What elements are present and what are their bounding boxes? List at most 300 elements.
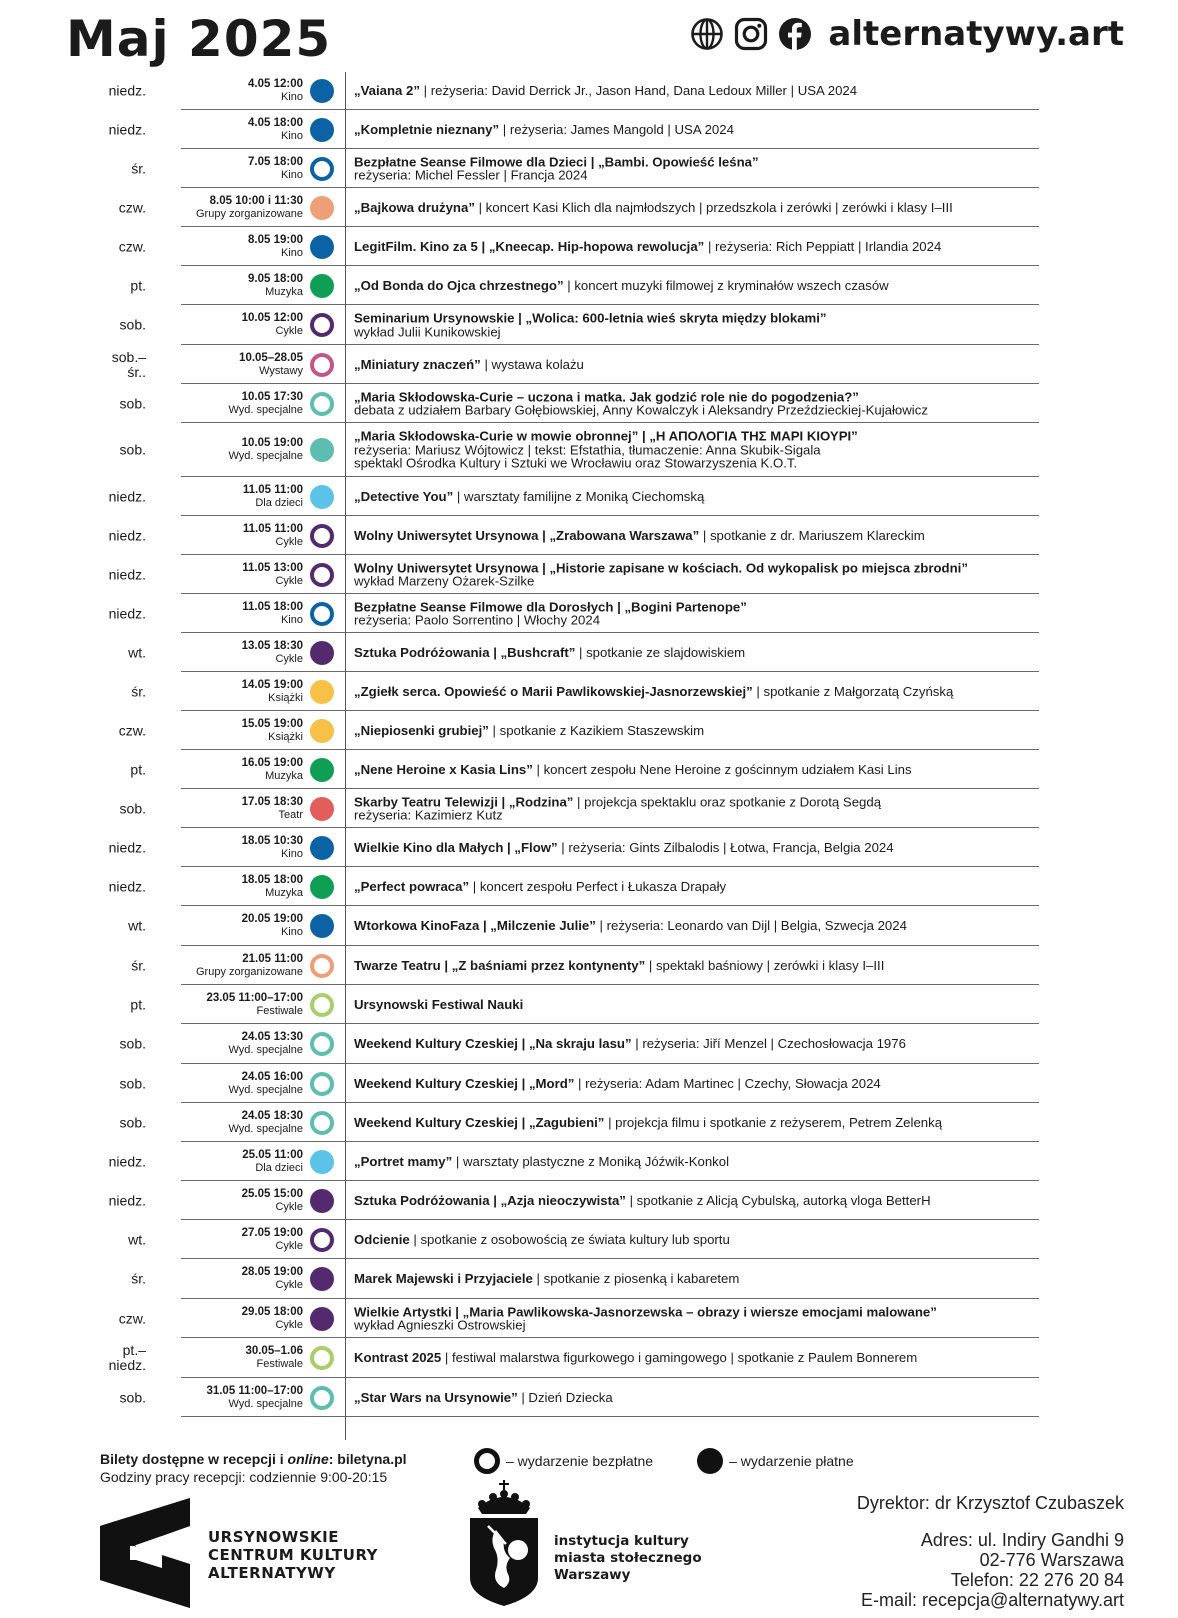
event-category: Dla dzieci xyxy=(255,1161,303,1174)
event-row[interactable] xyxy=(0,188,1178,227)
event-title: „Nene Heroine x Kasia Lins” xyxy=(354,761,533,777)
event-day: śr. xyxy=(131,160,146,176)
site-header xyxy=(690,14,1124,54)
event-date: 16.05 19:00 xyxy=(241,756,303,769)
event-details: | reżyseria: Jiří Menzel | Czechosłowacja 1976 xyxy=(631,1036,906,1052)
event-title: Wolny Uniwersytet Ursynowa | „Historie zapisane w kościach. Od wykopalisk po miejsca zbrodni” xyxy=(354,559,968,575)
event-title: Weekend Kultury Czeskiej | „Mord” xyxy=(354,1075,575,1091)
event-category: Cykle xyxy=(275,652,303,665)
event-row[interactable] xyxy=(0,672,1178,711)
event-row[interactable] xyxy=(0,789,1178,828)
event-description[interactable] xyxy=(354,763,1038,777)
event-date: 13.05 18:30 xyxy=(241,639,303,652)
event-title: Sztuka Podróżowania | „Bushcraft” xyxy=(354,644,576,660)
event-date: 4.05 12:00 xyxy=(248,78,303,90)
event-details: | warsztaty plastyczne z Moniką Jóźwik-Konkol xyxy=(452,1153,730,1169)
director: Dyrektor: dr Krzysztof Czubaszek xyxy=(856,1493,1124,1513)
legend xyxy=(474,1448,898,1474)
event-description[interactable] xyxy=(354,724,1038,738)
event-datetime xyxy=(150,484,303,510)
event-title: Twarze Teatru | „Z baśniami przez kontynenty” xyxy=(354,957,646,973)
event-date: 9.05 18:00 xyxy=(248,272,303,285)
event-datetime xyxy=(150,718,303,744)
event-category: Kino xyxy=(280,613,303,626)
event-category: Festiwale xyxy=(256,1358,303,1370)
event-details: | reżyseria: Leonardo van Dijl | Belgia, Szwecja 2024 xyxy=(595,918,907,934)
event-category: Cykle xyxy=(275,1200,303,1213)
free-event-dot-icon xyxy=(310,563,334,587)
event-title: „Od Bonda do Ojca chrzestnego” xyxy=(354,277,564,293)
event-datetime xyxy=(150,1149,303,1175)
tickets-label: Bilety dostępne w recepcji i xyxy=(100,1451,288,1467)
legend-free xyxy=(474,1448,653,1474)
paid-event-dot-icon xyxy=(310,758,334,782)
event-day: sob.– śr.. xyxy=(111,348,146,380)
event-description[interactable] xyxy=(354,959,1038,973)
event-datetime xyxy=(150,156,303,182)
event-line-2: wykład Marzeny Ożarek-Szilke xyxy=(354,573,535,589)
legend-paid xyxy=(697,1448,854,1474)
event-category: Kino xyxy=(280,168,303,181)
event-row[interactable] xyxy=(0,1220,1178,1259)
event-day: sob. xyxy=(119,441,146,458)
event-date: 11.05 11:00 xyxy=(242,483,303,496)
event-day: pt. xyxy=(130,996,146,1012)
event-title: „Bajkowa drużyna” xyxy=(354,199,475,215)
event-category: Kino xyxy=(280,847,303,860)
event-day: pt. xyxy=(130,761,146,777)
event-day: sob. xyxy=(119,395,146,411)
event-title: Bezpłatne Seanse Filmowe dla Dzieci | „Bambi. Opowieść leśna” xyxy=(354,153,759,169)
event-details: | koncert muzyki filmowej z kryminałów wszech czasów xyxy=(563,277,889,293)
free-event-dot-icon xyxy=(310,1386,334,1410)
event-date: 18.05 10:30 xyxy=(241,834,303,847)
event-date: 11.05 18:00 xyxy=(242,600,303,613)
event-date: 20.05 19:00 xyxy=(241,913,303,925)
globe-icon[interactable] xyxy=(690,17,724,51)
event-line-2: debata z udziałem Barbary Gołębiowskiej, Anny Kowalczyk i Aleksandry Przeździeckiej-Kujałowicz xyxy=(354,402,928,418)
warsaw-crest-icon xyxy=(466,1478,542,1608)
event-day: śr. xyxy=(131,1270,146,1287)
event-row[interactable] xyxy=(0,266,1178,305)
event-line-2: reżyseria: Mariusz Wójtowicz | tekst: Efstathia, tłumaczenie: Anna Skubik-Sigala xyxy=(354,442,821,458)
event-row[interactable] xyxy=(0,711,1178,750)
paid-event-dot-icon xyxy=(310,235,334,259)
event-category: Muzyka xyxy=(265,285,303,298)
free-event-dot-icon xyxy=(310,1228,334,1252)
event-date: 10.05 12:00 xyxy=(241,312,303,324)
event-datetime xyxy=(150,1385,303,1411)
column-divider xyxy=(345,72,346,1440)
event-details: | wystawa kolażu xyxy=(480,356,584,372)
event-row[interactable] xyxy=(0,1181,1178,1220)
phone[interactable]: Telefon: 22 276 20 84 xyxy=(950,1570,1124,1590)
event-date: 14.05 19:00 xyxy=(241,678,303,691)
tickets-site[interactable]: : biletyna.pl xyxy=(328,1451,407,1467)
legend-free-label: – wydarzenie bezpłatne xyxy=(506,1453,654,1469)
event-category: Kino xyxy=(280,91,303,103)
event-date: 30.05–1.06 xyxy=(245,1345,303,1357)
event-category: Cykle xyxy=(275,325,303,337)
event-date: 28.05 19:00 xyxy=(241,1266,303,1278)
free-event-dot-icon xyxy=(310,1111,334,1135)
free-event-dot-icon xyxy=(310,157,334,181)
event-details: | reżyseria: David Derrick Jr., Jason Hand, Dana Ledoux Miller | USA 2024 xyxy=(419,83,858,99)
event-date: 25.05 15:00 xyxy=(241,1187,303,1200)
event-row[interactable] xyxy=(0,946,1178,985)
event-details: | projekcja filmu i spotkanie z reżyserem, Petrem Zelenką xyxy=(604,1114,943,1130)
event-day: niedz. xyxy=(108,605,146,621)
event-datetime xyxy=(150,601,303,627)
event-date: 27.05 19:00 xyxy=(241,1226,303,1239)
paid-event-dot-icon xyxy=(310,438,334,462)
event-description[interactable] xyxy=(354,1037,1038,1051)
event-title: „Zgiełk serca. Opowieść o Marii Pawlikowskiej-Jasnorzewskiej” xyxy=(354,683,753,699)
event-category: Wyd. specjalne xyxy=(228,1044,303,1056)
event-details: | spotkanie ze slajdowiskiem xyxy=(575,644,746,660)
paid-event-dot-icon xyxy=(310,274,334,298)
paid-event-dot-icon xyxy=(310,680,334,704)
event-description[interactable] xyxy=(354,646,1038,660)
event-details: | koncert zespołu Nene Heroine z gościnnym udziałem Kasi Lins xyxy=(532,761,912,777)
event-datetime xyxy=(150,679,303,705)
event-day: niedz. xyxy=(108,488,146,504)
event-row[interactable] xyxy=(0,867,1178,906)
event-details: | spotkanie z piosenką i kabaretem xyxy=(532,1271,740,1287)
event-category: Wyd. specjalne xyxy=(228,403,303,416)
event-datetime xyxy=(150,523,303,549)
event-datetime xyxy=(150,391,303,417)
event-category: Książki xyxy=(268,730,303,743)
event-description[interactable] xyxy=(354,123,1038,137)
event-line-2: wykład Agnieszki Ostrowskiej xyxy=(354,1317,526,1333)
event-description[interactable] xyxy=(354,84,1038,98)
tickets-info xyxy=(100,1450,407,1486)
event-title: Weekend Kultury Czeskiej | „Zagubieni” xyxy=(354,1114,605,1130)
event-datetime xyxy=(150,992,303,1018)
event-day: niedz. xyxy=(108,82,146,99)
event-datetime xyxy=(150,437,303,463)
event-description[interactable] xyxy=(354,201,1038,215)
event-title: Kontrast 2025 xyxy=(354,1350,442,1366)
event-title: Skarby Teatru Telewizji | „Rodzina” xyxy=(354,793,574,809)
paid-event-dot-icon xyxy=(310,1307,334,1331)
event-day: sob. xyxy=(119,1114,146,1130)
event-row[interactable] xyxy=(0,1064,1178,1103)
event-date: 8.05 10:00 i 11:30 xyxy=(209,194,303,207)
event-title: Marek Majewski i Przyjaciele xyxy=(354,1271,533,1287)
event-description[interactable] xyxy=(354,561,1038,588)
event-row[interactable] xyxy=(0,1259,1178,1299)
event-category: Cykle xyxy=(275,1279,303,1291)
event-date: 18.05 18:00 xyxy=(241,873,303,886)
free-event-dot-icon xyxy=(310,993,334,1017)
paid-event-dot-icon xyxy=(310,797,334,821)
event-day: sob. xyxy=(119,316,146,333)
event-day: pt. xyxy=(130,277,146,293)
event-description[interactable] xyxy=(354,311,1038,338)
free-event-dot-icon xyxy=(310,392,334,416)
event-row[interactable] xyxy=(0,555,1178,594)
event-description[interactable] xyxy=(354,358,1038,372)
event-day: czw. xyxy=(118,199,146,215)
event-datetime xyxy=(150,1110,303,1136)
event-description[interactable] xyxy=(354,529,1038,543)
event-date: 11.05 11:00 xyxy=(242,522,303,535)
event-title: „Kompletnie nieznany” xyxy=(354,121,500,137)
event-description[interactable] xyxy=(354,1077,1038,1091)
event-details: | reżyseria: James Mangold | USA 2024 xyxy=(499,121,734,137)
event-datetime xyxy=(150,874,303,900)
event-day: wt. xyxy=(128,644,146,660)
event-date: 10.05 17:30 xyxy=(241,390,303,403)
event-category: Cykle xyxy=(275,1318,303,1331)
paid-event-dot-icon xyxy=(310,875,334,899)
paid-event-dot-icon xyxy=(310,641,334,665)
event-row[interactable] xyxy=(0,227,1178,266)
event-datetime xyxy=(150,352,303,378)
event-title: „Detective You” xyxy=(354,488,454,504)
event-datetime xyxy=(150,1071,303,1097)
event-row[interactable] xyxy=(0,1024,1178,1064)
event-datetime xyxy=(150,1188,303,1214)
event-datetime xyxy=(150,1345,303,1371)
event-date: 24.05 16:00 xyxy=(241,1070,303,1083)
event-description[interactable] xyxy=(354,155,1038,182)
paid-event-dot-icon xyxy=(310,118,334,142)
event-datetime xyxy=(150,195,303,221)
event-day: niedz. xyxy=(108,878,146,894)
event-date: 17.05 18:30 xyxy=(241,795,303,808)
event-description[interactable] xyxy=(354,279,1038,293)
event-row[interactable] xyxy=(0,750,1178,789)
event-category: Grupy zorganizowane xyxy=(195,965,303,978)
event-line-2: reżyseria: Paolo Sorrentino | Włochy 2024 xyxy=(354,612,601,628)
event-date: 23.05 11:00–17:00 xyxy=(206,991,303,1004)
event-details: | koncert Kasi Klich dla najmłodszych | przedszkola i zerówki | zerówki i klasy I–III xyxy=(474,199,953,215)
event-details: | warsztaty familijne z Moniką Ciechomską xyxy=(453,488,705,504)
event-datetime xyxy=(150,117,303,143)
free-event-dot-icon xyxy=(310,313,334,337)
event-description[interactable] xyxy=(354,1233,1038,1247)
event-category: Cykle xyxy=(275,1239,303,1252)
paid-event-icon xyxy=(697,1448,723,1474)
event-row[interactable] xyxy=(0,906,1178,946)
event-day: sob. xyxy=(119,1035,146,1052)
free-event-dot-icon xyxy=(310,1346,334,1370)
event-details: | spotkanie z Alicją Cybulską, autorką vloga BetterH xyxy=(625,1192,931,1208)
free-event-dot-icon xyxy=(310,1072,334,1096)
event-day: wt. xyxy=(128,1231,146,1247)
paid-event-dot-icon xyxy=(310,836,334,860)
event-row[interactable] xyxy=(0,1299,1178,1338)
event-datetime xyxy=(150,640,303,666)
free-event-icon xyxy=(474,1448,500,1474)
event-datetime xyxy=(150,78,303,104)
event-datetime xyxy=(150,1031,303,1057)
event-title: Seminarium Ursynowskie | „Wolica: 600-letnia wieś skryta między blokami” xyxy=(354,310,827,326)
event-title: Sztuka Podróżowania | „Azja nieoczywista” xyxy=(354,1192,626,1208)
organization-name: URSYNOWSKIE CENTRUM KULTURY ALTERNATYWY xyxy=(208,1528,379,1582)
event-datetime xyxy=(150,312,303,338)
event-title: Wielkie Kino dla Małych | „Flow” xyxy=(354,839,558,855)
event-category: Teatr xyxy=(278,808,303,821)
event-category: Wyd. specjalne xyxy=(228,1083,303,1096)
event-category: Wyd. specjalne xyxy=(228,450,303,462)
paid-event-dot-icon xyxy=(310,719,334,743)
event-description[interactable] xyxy=(354,240,1038,254)
event-title: Wielkie Artystki | „Maria Pawlikowska-Jasnorzewska – obrazy i wiersze emocjami malowane” xyxy=(354,1303,937,1319)
event-row[interactable] xyxy=(0,1338,1178,1378)
event-description[interactable] xyxy=(354,430,1038,471)
event-row[interactable] xyxy=(0,594,1178,633)
event-title: „Star Wars na Ursynowie” xyxy=(354,1389,518,1405)
event-description[interactable] xyxy=(354,795,1038,822)
event-datetime xyxy=(150,796,303,822)
event-title: Bezpłatne Seanse Filmowe dla Dorosłych | „Bogini Partenope” xyxy=(354,598,747,614)
event-details: | spotkanie z osobowością ze świata kultury lub sportu xyxy=(409,1231,730,1247)
event-description[interactable] xyxy=(354,685,1038,699)
email[interactable]: E-mail: recepcja@alternatywy.art xyxy=(860,1590,1124,1610)
event-row[interactable] xyxy=(0,345,1178,384)
free-event-dot-icon xyxy=(310,524,334,548)
event-day: czw. xyxy=(118,238,146,254)
reception-hours: Godziny pracy recepcji: codziennie 9:00-20:15 xyxy=(100,1469,388,1485)
event-datetime xyxy=(150,273,303,299)
free-event-dot-icon xyxy=(310,1032,334,1056)
event-row[interactable] xyxy=(0,828,1178,867)
event-datetime xyxy=(150,835,303,861)
paid-event-dot-icon xyxy=(310,1267,334,1291)
event-datetime xyxy=(150,953,303,979)
event-description[interactable] xyxy=(354,1116,1038,1130)
event-description[interactable] xyxy=(354,880,1038,894)
event-category: Muzyka xyxy=(265,769,303,782)
event-category: Książki xyxy=(268,691,303,704)
event-category: Kino xyxy=(280,246,303,259)
row-separator xyxy=(181,1416,1039,1417)
event-day: sob. xyxy=(119,1075,146,1091)
ucka-logo-icon xyxy=(100,1498,190,1608)
legend-paid-label: – wydarzenie płatne xyxy=(729,1453,854,1469)
event-row[interactable] xyxy=(0,1142,1178,1181)
event-date: 7.05 18:00 xyxy=(248,155,303,168)
paid-event-dot-icon xyxy=(310,485,334,509)
event-day: sob. xyxy=(119,1389,146,1405)
event-row[interactable] xyxy=(0,633,1178,672)
event-row[interactable] xyxy=(0,516,1178,555)
event-category: Cykle xyxy=(275,574,303,587)
free-event-dot-icon xyxy=(310,353,334,377)
event-title: Odcienie xyxy=(354,1231,410,1247)
event-row[interactable] xyxy=(0,149,1178,188)
event-date: 29.05 18:00 xyxy=(241,1305,303,1318)
event-date: 11.05 13:00 xyxy=(242,561,303,574)
event-category: Grupy zorganizowane xyxy=(195,207,303,220)
event-row[interactable] xyxy=(0,1103,1178,1142)
event-row[interactable] xyxy=(0,72,1178,110)
event-row[interactable] xyxy=(0,477,1178,516)
event-day: sob. xyxy=(119,800,146,816)
event-description[interactable] xyxy=(354,1155,1038,1169)
event-date: 25.05 11:00 xyxy=(242,1148,303,1161)
event-day: wt. xyxy=(128,917,146,934)
event-day: śr. xyxy=(131,957,146,973)
event-day: niedz. xyxy=(108,1153,146,1169)
event-row[interactable] xyxy=(0,384,1178,423)
event-day: czw. xyxy=(118,722,146,738)
event-category: Muzyka xyxy=(265,886,303,899)
event-description[interactable] xyxy=(354,919,1038,933)
event-date: 24.05 18:30 xyxy=(241,1109,303,1122)
event-datetime xyxy=(150,1306,303,1332)
event-description[interactable] xyxy=(354,390,1038,417)
event-day: niedz. xyxy=(108,566,146,582)
event-date: 24.05 13:30 xyxy=(241,1031,303,1043)
free-event-dot-icon xyxy=(310,602,334,626)
event-row[interactable] xyxy=(0,305,1178,345)
event-category: Wyd. specjalne xyxy=(228,1122,303,1135)
event-description[interactable] xyxy=(354,998,1038,1012)
event-title: Weekend Kultury Czeskiej | „Na skraju lasu” xyxy=(354,1036,632,1052)
event-category: Kino xyxy=(280,926,303,938)
event-row[interactable] xyxy=(0,423,1178,477)
address-city: 02-776 Warszawa xyxy=(979,1550,1124,1570)
event-title: LegitFilm. Kino za 5 | „Kneecap. Hip-hopowa rewolucja” xyxy=(354,238,705,254)
event-details: | reżyseria: Adam Martinec | Czechy, Słowacja 2024 xyxy=(574,1075,881,1091)
paid-event-dot-icon xyxy=(310,79,334,103)
event-day: niedz. xyxy=(108,839,146,855)
event-description[interactable] xyxy=(354,1351,1038,1365)
event-day: niedz. xyxy=(108,527,146,543)
event-description[interactable] xyxy=(354,1272,1038,1286)
event-day: pt.– niedz. xyxy=(108,1342,146,1373)
event-category: Cykle xyxy=(275,535,303,548)
event-category: Kino xyxy=(280,129,303,142)
facebook-icon[interactable] xyxy=(778,17,812,51)
event-description[interactable] xyxy=(354,1305,1038,1332)
event-row[interactable] xyxy=(0,110,1178,149)
event-line-2: reżyseria: Michel Fessler | Francja 2024 xyxy=(354,167,588,183)
event-date: 31.05 11:00–17:00 xyxy=(206,1384,303,1397)
event-details: | festiwal malarstwa figurkowego i gamingowego | spotkanie z Paulem Bonnerem xyxy=(441,1350,918,1366)
event-details: | koncert zespołu Perfect i Łukasza Drapały xyxy=(469,878,727,894)
event-row[interactable] xyxy=(0,985,1178,1024)
event-date: 10.05–28.05 xyxy=(239,351,303,364)
event-day: niedz. xyxy=(108,1192,146,1208)
instagram-icon[interactable] xyxy=(734,17,768,51)
event-description[interactable] xyxy=(354,1391,1038,1405)
event-description[interactable] xyxy=(354,600,1038,627)
paid-event-dot-icon xyxy=(310,196,334,220)
event-description[interactable] xyxy=(354,1194,1038,1208)
event-date: 8.05 19:00 xyxy=(248,233,303,246)
event-description[interactable] xyxy=(354,841,1038,855)
event-description[interactable] xyxy=(354,490,1038,504)
site-link[interactable]: alternatywy.art xyxy=(828,14,1124,54)
event-day: niedz. xyxy=(108,121,146,137)
event-datetime xyxy=(150,234,303,260)
free-event-dot-icon xyxy=(310,954,334,978)
event-day: czw. xyxy=(118,1310,146,1326)
page-title: Maj 2025 xyxy=(66,10,332,68)
institution-text: instytucja kultury miasta stołecznego Warszawy xyxy=(554,1533,702,1583)
event-title: „Miniatury znaczeń” xyxy=(354,356,481,372)
paid-event-dot-icon xyxy=(310,1150,334,1174)
event-line-2: wykład Julii Kunikowskiej xyxy=(354,324,501,339)
event-title: „Vaiana 2” xyxy=(354,83,420,99)
event-row[interactable] xyxy=(0,1378,1178,1417)
